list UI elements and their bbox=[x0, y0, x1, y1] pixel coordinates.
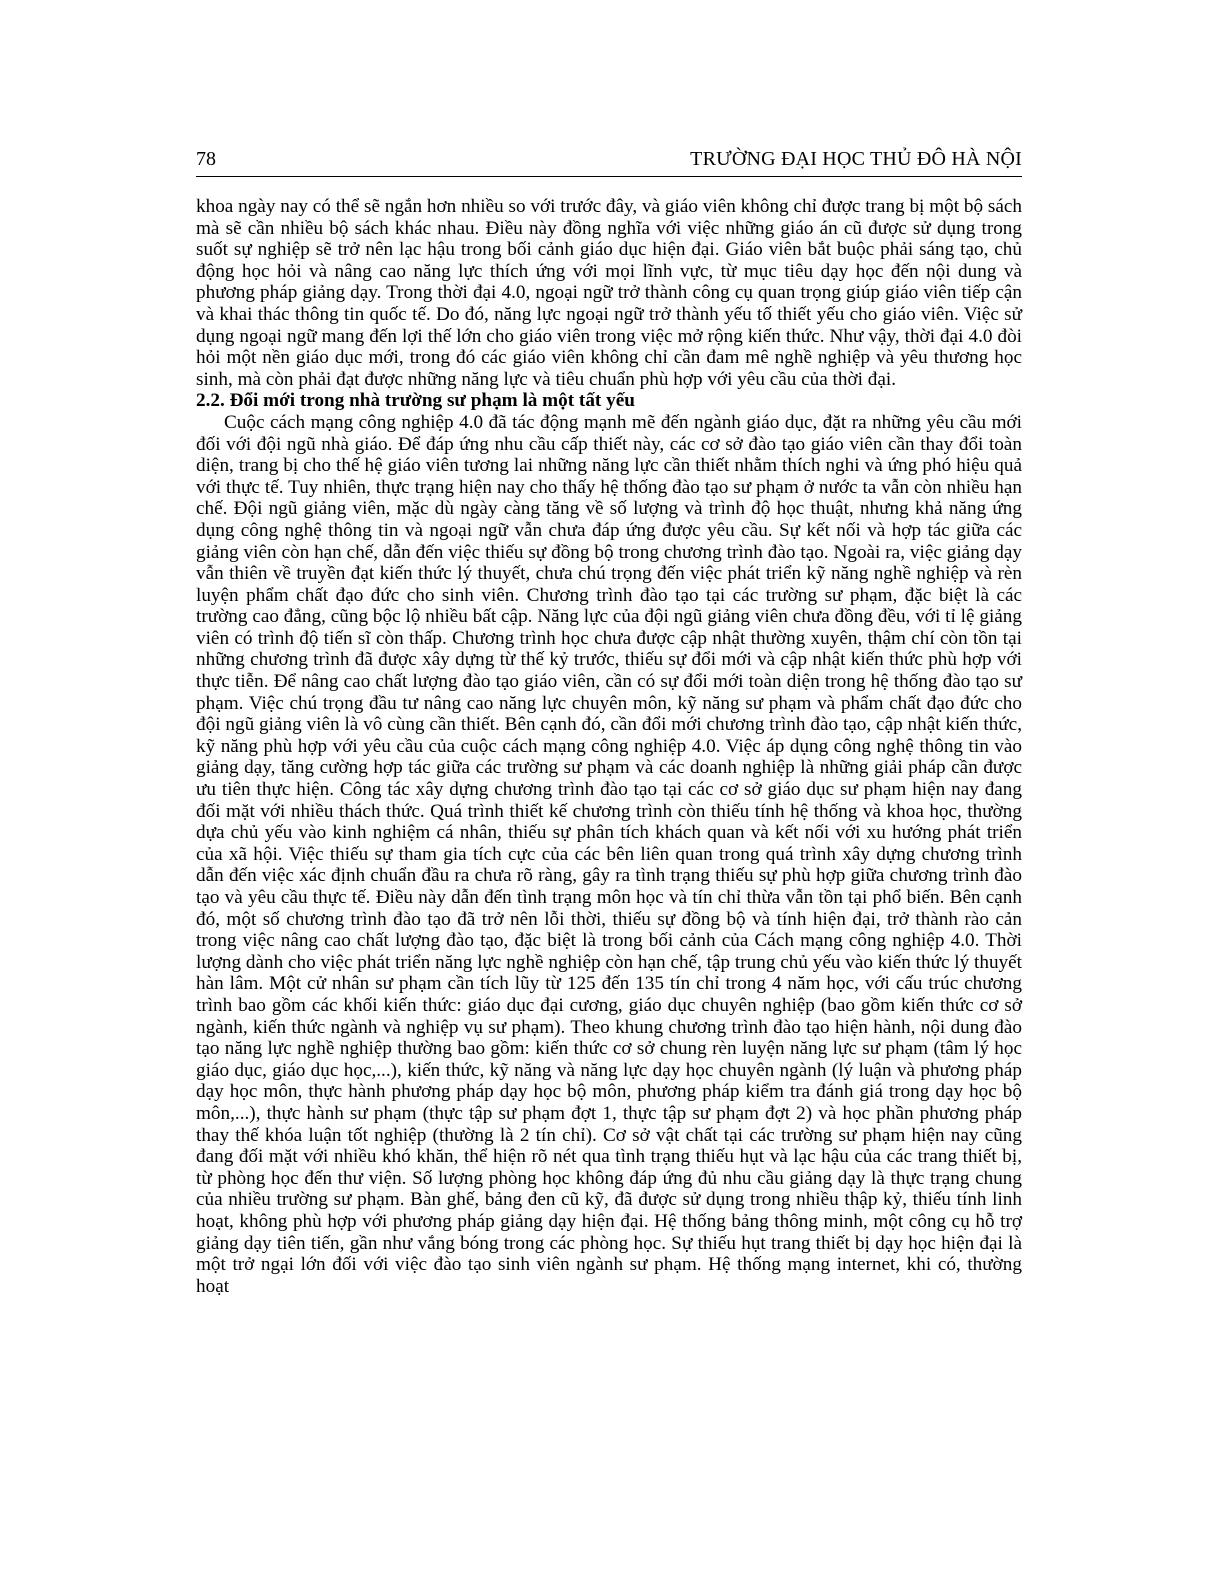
paragraph: khoa ngày nay có thể sẽ ngắn hơn nhiều so với trước đây, và giáo viên không chỉ được trang bị một bộ sách mà sẽ cần nhiều bộ sách khác nhau. Điều này đồng nghĩa với việc những giáo án cũ được sử dụng trong suốt sự nghiệp sẽ trở nên lạc hậu trong bối cảnh giáo dục hiện đại. Giáo viên bắt buộc phải sáng tạo, chủ động học hỏi và nâng cao năng lực thích ứng với mọi lĩnh vực, từ mục tiêu dạy học đến nội dung và phương pháp giảng dạy. Trong thời đại 4.0, ngoại ngữ trở thành công cụ quan trọng giúp giáo viên tiếp cận và khai thác thông tin quốc tế. Do đó, năng lực ngoại ngữ trở thành yếu tố thiết yếu cho giáo viên. Việc sử dụng ngoại ngữ mang đến lợi thế lớn cho giáo viên trong việc mở rộng kiến thức. Như vậy, thời đại 4.0 đòi hỏi một nền giáo dục mới, trong đó các giáo viên không chỉ cần đam mê nghề nghiệp và yêu thương học sinh, mà còn phải đạt được những năng lực và tiêu chuẩn phù hợp với yêu cầu của thời đại. bbox=[196, 196, 1022, 390]
page-header bbox=[196, 148, 1022, 177]
article-body bbox=[196, 196, 1022, 1297]
running-title: TRƯỜNG ĐẠI HỌC THỦ ĐÔ HÀ NỘI bbox=[690, 148, 1022, 170]
paragraph: Cuộc cách mạng công nghiệp 4.0 đã tác động mạnh mẽ đến ngành giáo dục, đặt ra những yêu cầu mới đối với đội ngũ nhà giáo. Để đáp ứng nhu cầu cấp thiết này, các cơ sở đào tạo giáo viên cần thay đổi toàn diện, trang bị cho thế hệ giáo viên tương lai những năng lực cần thiết nhằm thích nghi và ứng phó hiệu quả với thực tế. Tuy nhiên, thực trạng hiện nay cho thấy hệ thống đào tạo sư phạm ở nước ta vẫn còn nhiều hạn chế. Đội ngũ giảng viên, mặc dù ngày càng tăng về số lượng và trình độ học thuật, nhưng khả năng ứng dụng công nghệ thông tin và ngoại ngữ vẫn chưa đáp ứng được yêu cầu. Sự kết nối và hợp tác giữa các giảng viên còn hạn chế, dẫn đến việc thiếu sự đồng bộ trong chương trình đào tạo. Ngoài ra, việc giảng dạy vẫn thiên về truyền đạt kiến thức lý thuyết, chưa chú trọng đến việc phát triển kỹ năng nghề nghiệp và rèn luyện phẩm chất đạo đức cho sinh viên. Chương trình đào tạo tại các trường sư phạm, đặc biệt là các trường cao đẳng, cũng bộc lộ nhiều bất cập. Năng lực của đội ngũ giảng viên chưa đồng đều, với tỉ lệ giảng viên có trình độ tiến sĩ còn thấp. Chương trình học chưa được cập nhật thường xuyên, thậm chí còn tồn tại những chương trình đã được xây dựng từ thế kỷ trước, thiếu sự đổi mới và cập nhật kiến thức phù hợp với thực tiễn. Để nâng cao chất lượng đào tạo giáo viên, cần có sự đổi mới toàn diện trong hệ thống đào tạo sư phạm. Việc chú trọng đầu tư nâng cao năng lực chuyên môn, kỹ năng sư phạm và phẩm chất đạo đức cho đội ngũ giảng viên là vô cùng cần thiết. Bên cạnh đó, cần đổi mới chương trình đào tạo, cập nhật kiến thức, kỹ năng phù hợp với yêu cầu của cuộc cách mạng công nghiệp 4.0. Việc áp dụng công nghệ thông tin vào giảng dạy, tăng cường hợp tác giữa các trường sư phạm và các doanh nghiệp là những giải pháp cần được ưu tiên thực hiện. Công tác xây dựng chương trình đào tạo tại các cơ sở giáo dục sư phạm hiện nay đang đối mặt với nhiều thách thức. Quá trình thiết kế chương trình còn thiếu tính hệ thống và khoa học, thường dựa chủ yếu vào kinh nghiệm cá nhân, thiếu sự phân tích khách quan và kết nối với xu hướng phát triển của xã hội. Việc thiếu sự tham gia tích cực của các bên liên quan trong quá trình xây dựng chương trình dẫn đến việc xác định chuẩn đầu ra chưa rõ ràng, gây ra tình trạng thiếu sự phù hợp giữa chương trình đào tạo và yêu cầu thực tế. Điều này dẫn đến tình trạng môn học và tín chỉ thừa vẫn tồn tại phổ biến. Bên cạnh đó, một số chương trình đào tạo đã trở nên lỗi thời, thiếu sự đồng bộ và tính hiện đại, trở thành rào cản trong việc nâng cao chất lượng đào tạo, đặc biệt là trong bối cảnh của Cách mạng công nghiệp 4.0. Thời lượng dành cho việc phát triển năng lực nghề nghiệp còn hạn chế, tập trung chủ yếu vào kiến thức lý thuyết hàn lâm. Một cử nhân sư phạm cần tích lũy từ 125 đến 135 tín chỉ trong 4 năm học, với cấu trúc chương trình bao gồm các khối kiến thức: giáo dục đại cương, giáo dục chuyên nghiệp (bao gồm kiến thức cơ sở ngành, kiến thức ngành và nghiệp vụ sư phạm). Theo khung chương trình đào tạo hiện hành, nội dung đào tạo năng lực nghề nghiệp thường bao gồm: kiến thức cơ sở chung rèn luyện năng lực sư phạm (tâm lý học giáo dục, giáo dục học,...), kiến thức, kỹ năng và năng lực dạy học chuyên ngành (lý luận và phương pháp dạy học môn, thực hành phương pháp dạy học bộ môn, phương pháp kiểm tra đánh giá trong dạy học bộ môn,...), thực hành sư phạm (thực tập sư phạm đợt 1, thực tập sư phạm đợt 2) và học phần phương pháp thay thế khóa luận tốt nghiệp (thường là 2 tín chỉ). Cơ sở vật chất tại các trường sư phạm hiện nay cũng đang đối mặt với nhiều khó khăn, thể hiện rõ nét qua tình trạng thiếu hụt và lạc hậu của các trang thiết bị, từ phòng học đến thư viện. Số lượng phòng học không đáp ứng đủ nhu cầu giảng dạy là thực trạng chung của nhiều trường sư phạm. Bàn ghế, bảng đen cũ kỹ, đã được sử dụng trong nhiều thập kỷ, thiếu tính linh hoạt, không phù hợp với phương pháp giảng dạy hiện đại. Hệ thống bảng thông minh, một công cụ hỗ trợ giảng dạy tiên tiến, gần như vắng bóng trong các phòng học. Sự thiếu hụt trang thiết bị dạy học hiện đại là một trở ngại lớn đối với việc đào tạo sinh viên ngành sư phạm. Hệ thống mạng internet, khi có, thường hoạt bbox=[196, 411, 1022, 1297]
page-number: 78 bbox=[196, 148, 216, 170]
section-heading: 2.2. Đổi mới trong nhà trường sư phạm là một tất yếu bbox=[196, 390, 635, 412]
